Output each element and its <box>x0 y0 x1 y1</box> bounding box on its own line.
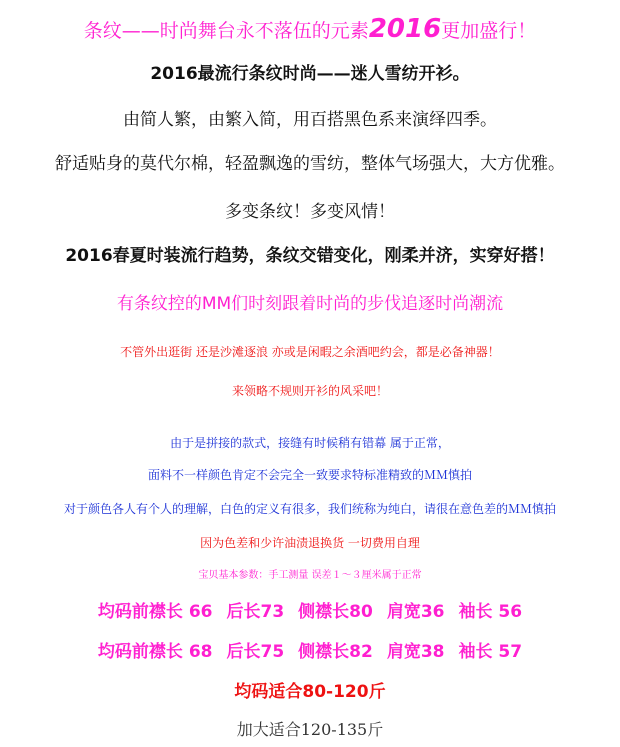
fabric-line: 舒适贴身的莫代尔棉，轻盈飘逸的雪纺，整体气场强大，大方优雅。 <box>55 154 565 174</box>
sleeve-length: 袖长 56 <box>458 602 523 622</box>
occasion-line: 不管外出逛街 还是沙滩逐浪 亦或是闲暇之余酒吧约会，都是必备神器！ <box>120 345 500 359</box>
white-definition-note: 对于颜色各人有个人的理解，白色的定义有很多，我们统称为纯白，请很在意色差的ＭＭ慎拍 <box>63 502 556 516</box>
seam-note: 由于是拼接的款式，接缝有时候稍有错幕 属于正常， <box>170 436 450 450</box>
color-note: 面料不一样颜色肯定不会完全一致要求特标准精致的ＭＭ慎拍 <box>147 468 472 482</box>
headline-year: 2016 <box>368 14 442 44</box>
plus-fit-range: 加大适合120-135斤 <box>236 720 384 739</box>
front-length: 均码前襟长 68 <box>97 642 213 662</box>
seasons-line: 由简人繁，由繁入简，用百搭黑色系来演绎四季。 <box>123 110 497 130</box>
front-length: 均码前襟长 66 <box>97 602 213 622</box>
variety-line: 多变条纹！多变风情！ <box>225 202 395 222</box>
back-length: 后长73 <box>226 602 285 622</box>
side-length: 侧襟长80 <box>298 602 373 622</box>
invite-line: 来领略不规则开衫的风采吧！ <box>231 384 388 398</box>
shoulder-width: 肩宽38 <box>386 642 445 662</box>
back-length: 后长75 <box>226 642 285 662</box>
return-policy-note: 因为色差和少许油渍退换货 一切费用自理 <box>200 536 420 550</box>
headline <box>0 16 620 42</box>
mm-fashion-line: 有条纹控的MM们时刻跟着时尚的步伐追逐时尚潮流 <box>116 294 504 314</box>
size-row-regular <box>0 604 620 621</box>
shoulder-width: 肩宽36 <box>386 602 445 622</box>
sleeve-length: 袖长 57 <box>458 642 523 662</box>
fit-range: 均码适合80-120斤 <box>234 682 386 702</box>
size-row-large <box>0 644 620 661</box>
side-length: 侧襟长82 <box>298 642 373 662</box>
spring-summer-line: 2016春夏时装流行趋势，条纹交错变化，刚柔并济，实穿好搭！ <box>65 246 555 266</box>
headline-text-start: 条纹——时尚舞台永不落伍的元素 <box>83 20 369 42</box>
parameters-note: 宝贝基本参数：手工测量 误差１～３厘米属于正常 <box>198 570 422 581</box>
headline-text-end: 更加盛行！ <box>441 20 537 42</box>
trend-line: 2016最流行条纹时尚——迷人雪纺开衫。 <box>150 64 470 84</box>
